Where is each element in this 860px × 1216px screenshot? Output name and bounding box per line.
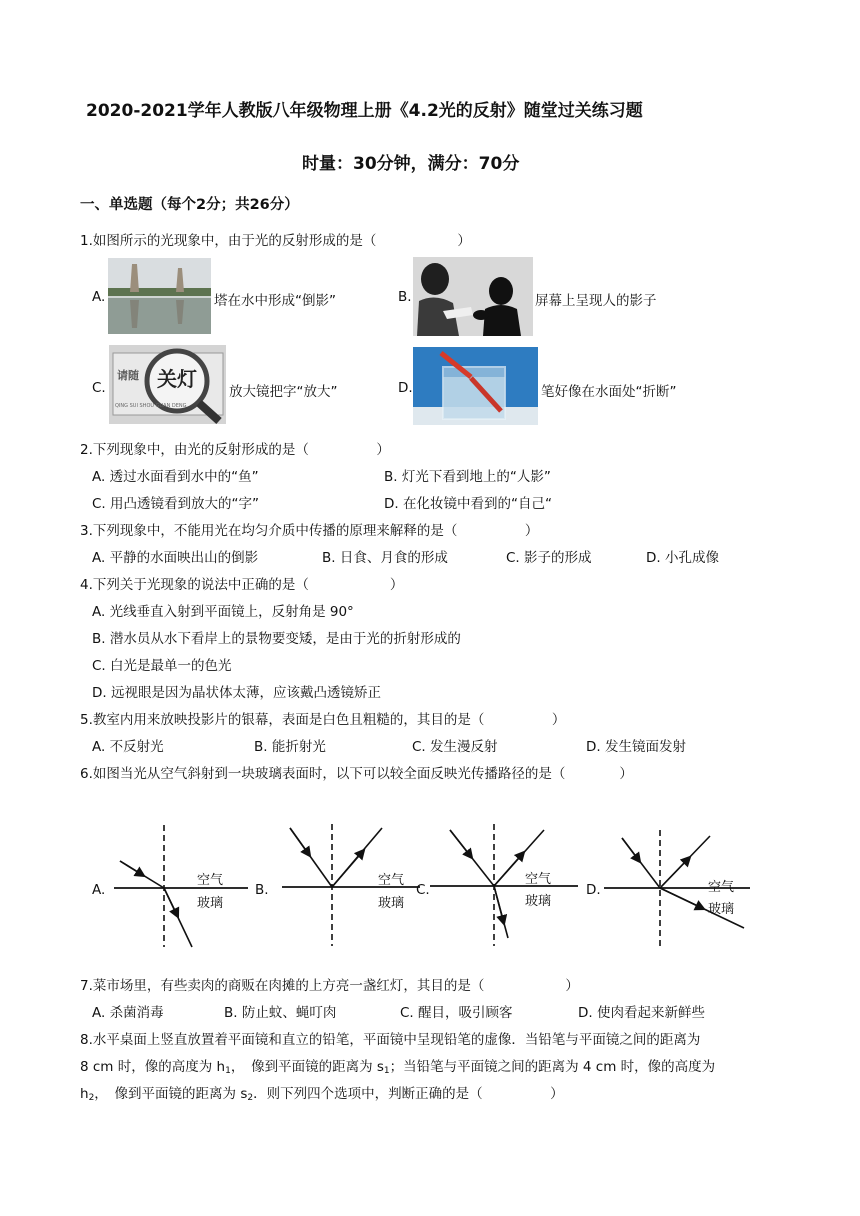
- q6-diagram-c: [430, 822, 580, 950]
- magnifier-sign-left-text: 请随: [117, 369, 139, 382]
- q3-stem: 3.下列现象中，不能用光在均匀介质中传播的原理来解释的是（ ）: [80, 523, 539, 539]
- q1-option-a-letter[interactable]: A.: [92, 289, 106, 305]
- q5-option-d[interactable]: D. 发生镜面发射: [586, 739, 686, 755]
- q1-option-a-text: 塔在水中形成“倒影”: [214, 293, 336, 309]
- q6-diagram-a: [110, 825, 250, 950]
- q3-option-b[interactable]: B. 日食、月食的形成: [322, 550, 448, 566]
- q3-option-a[interactable]: A. 平静的水面映出山的倒影: [92, 550, 259, 566]
- q1-option-d-text: 笔好像在水面处“折断”: [541, 384, 677, 400]
- q1-option-d-letter[interactable]: D.: [398, 380, 413, 396]
- magnifier-sign-text: 关灯: [157, 367, 197, 391]
- q5-option-c[interactable]: C. 发生漫反射: [412, 739, 498, 755]
- q6-b-air-label: 空气: [378, 873, 405, 888]
- magnifier-sign-small-text: QING SUI SHOU GUAN DENG: [115, 403, 187, 409]
- q4-option-a[interactable]: A. 光线垂直入射到平面镜上，反射角是 90°: [92, 604, 354, 620]
- q8-line2-part-a: 8 cm 时，像的高度为 h: [80, 1059, 226, 1075]
- q5-stem: 5.教室内用来放映投影片的银幕，表面是白色且粗糙的，其目的是（ ）: [80, 712, 566, 728]
- q2-option-c[interactable]: C. 用凸透镜看到放大的“字”: [92, 496, 259, 512]
- magnifier-sign-photo: [109, 345, 226, 424]
- q4-option-d[interactable]: D. 远视眼是因为晶状体太薄，应该戴凸透镜矫正: [92, 685, 381, 701]
- q6-a-air-label: 空气: [197, 873, 224, 888]
- q8-line1: 8.水平桌面上竖直放置着平面镜和直立的铅笔，平面镜中呈现铅笔的虚像．当铅笔与平面镜之间的距离为: [80, 1032, 701, 1048]
- q8-line3-part-c: ．则下列四个选项中，判断正确的是（ ）: [253, 1086, 564, 1102]
- q6-option-b-letter[interactable]: B.: [255, 882, 269, 898]
- q7-option-c[interactable]: C. 醒目，吸引顾客: [400, 1005, 513, 1021]
- q7-stem: 7.菜市场里，有些卖肉的商贩在肉摊的上方亮一盏红灯，其目的是（ ）: [80, 978, 579, 994]
- q1-option-b-text: 屏幕上呈现人的影子: [535, 293, 657, 309]
- q7-option-a[interactable]: A. 杀菌消毒: [92, 1005, 164, 1021]
- q6-option-d-letter[interactable]: D.: [586, 882, 601, 898]
- q6-c-glass-label: 玻璃: [525, 894, 552, 909]
- q1-stem: 1.如图所示的光现象中，由于光的反射形成的是（ ）: [80, 233, 471, 249]
- q8-line2-part-c: ；当铅笔与平面镜之间的距离为 4 cm 时，像的高度为: [389, 1059, 716, 1075]
- q6-d-air-label: 空气: [708, 880, 735, 895]
- q2-option-b[interactable]: B. 灯光下看到地上的“人影”: [384, 469, 551, 485]
- q8-line3-part-a: h: [80, 1086, 89, 1102]
- q5-option-b[interactable]: B. 能折射光: [254, 739, 326, 755]
- q6-stem: 6.如图当光从空气斜射到一块玻璃表面时，以下可以较全面反映光传播路径的是（ ）: [80, 766, 633, 782]
- q7-option-b[interactable]: B. 防止蚊、蝇叮肉: [224, 1005, 337, 1021]
- q6-d-glass-label: 玻璃: [708, 902, 735, 917]
- q8-s2-subscript: 2: [247, 1093, 254, 1103]
- pagoda-reflection-photo: [108, 258, 211, 334]
- q6-option-a-letter[interactable]: A.: [92, 882, 106, 898]
- q4-stem: 4.下列关于光现象的说法中正确的是（ ）: [80, 577, 404, 593]
- q4-option-c[interactable]: C. 白光是最单一的色光: [92, 658, 232, 674]
- document-title: 2020-2021学年人教版八年级物理上册《4.2光的反射》随堂过关练习题: [86, 101, 643, 121]
- shadow-on-screen-photo: [413, 257, 533, 336]
- q3-option-c[interactable]: C. 影子的形成: [506, 550, 592, 566]
- q1-option-b-letter[interactable]: B.: [398, 289, 412, 305]
- q8-line3: [80, 1082, 564, 1103]
- q6-c-air-label: 空气: [525, 872, 552, 887]
- q8-h1-subscript: 1: [225, 1066, 231, 1076]
- q7-option-d[interactable]: D. 使肉看起来新鲜些: [578, 1005, 705, 1021]
- q5-option-a[interactable]: A. 不反射光: [92, 739, 164, 755]
- q8-h2-subscript: 2: [88, 1093, 95, 1103]
- q8-line2-part-b: ， 像到平面镜的距离为 s: [230, 1059, 384, 1075]
- q2-option-a[interactable]: A. 透过水面看到水中的“鱼”: [92, 469, 259, 485]
- q2-option-d[interactable]: D. 在化妆镜中看到的“自己“: [384, 496, 552, 512]
- q8-s1-subscript: 1: [383, 1066, 390, 1076]
- q6-a-glass-label: 玻璃: [197, 896, 224, 911]
- q2-stem: 2.下列现象中，由光的反射形成的是（ ）: [80, 442, 390, 458]
- q6-b-glass-label: 玻璃: [378, 896, 405, 911]
- document-subtitle: 时量：30分钟，满分：70分: [302, 154, 520, 174]
- q8-line3-part-b: ， 像到平面镜的距离为 s: [94, 1086, 248, 1102]
- q1-option-c-text: 放大镜把字“放大”: [229, 384, 338, 400]
- q4-option-b[interactable]: B. 潜水员从水下看岸上的景物要变矮，是由于光的折射形成的: [92, 631, 461, 647]
- q1-option-c-letter[interactable]: C.: [92, 380, 106, 396]
- q6-option-c-letter[interactable]: C.: [416, 882, 430, 898]
- q3-option-d[interactable]: D. 小孔成像: [646, 550, 719, 566]
- section-title: 一、单选题（每个2分；共26分）: [80, 197, 299, 213]
- q8-line2: [80, 1055, 715, 1076]
- pencil-in-water-photo: [413, 347, 538, 425]
